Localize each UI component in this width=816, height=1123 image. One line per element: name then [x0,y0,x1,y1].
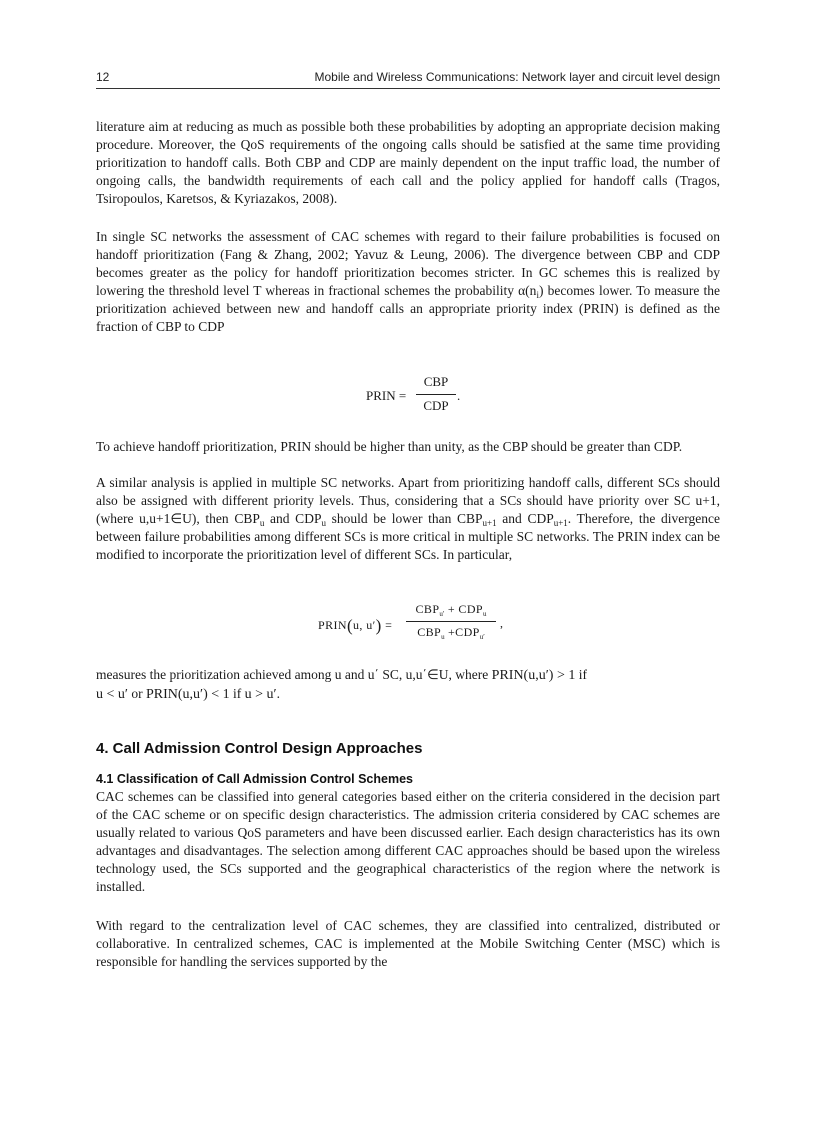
paragraph-single-sc [96,228,720,336]
function-name: PRIN [318,618,347,632]
inline-math: u < u′ [96,687,128,702]
section-heading: 4. Call Admission Control Design Approaches [96,740,423,757]
subscript-text: u [479,633,484,641]
subscript-text: u [439,610,443,618]
equation-numerator [406,602,496,617]
paragraph-text: With regard to the centralization level of CAC schemes, they are classified into centralized, distributed or collaborative. In centralized schemes, CAC is implemented at the Mobile Switching Center (MSC) which is responsible for handling the services supported by the [96,918,720,969]
subsection-heading: 4.1 Classification of Call Admission Control Schemes [96,772,413,786]
term: +CDP [444,625,480,639]
paragraph-text: . Therefore, the divergence between failure probabilities among different SCs is more critical in multiple SC networks. The PRIN index can be modified to incorporate the prioritization level of different SCs. In particular, [96,511,720,562]
subscript [480,633,485,641]
paren-open: ( [346,616,354,635]
paragraph-text: In single SC networks the assessment of CAC schemes with regard to their failure probabilities is focused on handoff prioritization (Fang & Zhang, 2002; Yavuz & Leung, 2006). The divergence between CBP and CDP becomes greater as the policy for handoff prioritization becomes stricter. In GC schemes this is realized by lowering the threshold level T whereas in fractional schemes the probability α(n [96,229,720,298]
equation-lhs: PRIN = [366,388,407,403]
paragraph-text: should be lower than CBP [325,511,483,526]
subscript: u+1 [482,518,497,528]
paragraph-text: . [276,686,280,701]
paragraph-handoff-prioritization [96,438,720,456]
subscript: u [482,610,487,618]
paragraph-text: ) becomes lower. To measure the prioritization achieved between new and handoff calls an appropriate priority index (PRIN) is defined as the fraction of CBP to CDP [96,283,720,334]
paragraph-prin-measure [96,666,720,704]
paragraph-text: or [127,686,146,701]
paragraph-text: To achieve handoff prioritization, PRIN should be higher than unity, as the CBP should be greater than CDP. [96,439,683,454]
inline-math: u > u′ [244,687,277,702]
equals-sign: = [381,618,393,632]
paragraph-text: if [229,686,245,701]
equation-denominator: CDP [423,398,449,413]
prime: ′ [483,633,485,641]
term: + CDP [444,602,483,616]
paragraph-text: and CDP [496,511,554,526]
paragraph-text: measures the prioritization achieved among u and u΄ SC, u,u΄∈U, where [96,667,492,682]
subscript: u [259,518,265,528]
equation-lhs [318,616,392,636]
paragraph-centralization [96,917,720,971]
subscript: u [441,633,445,641]
running-title: Mobile and Wireless Communications: Network layer and circuit level design [314,70,720,84]
paragraph-text: literature aim at reducing as much as possible both these probabilities by adopting an appropriate decision making procedure. Moreover, the QoS requirements of the ongoing calls should be satisfied at the same time providing prioritization to handoff calls. Both CBP and CDP are mainly dependent on the input traffic load, the number of ongoing calls, the bandwidth requirements of each call and the policy applied for handoff calls (Tragos, Tsiropoulos, Karetsos, & Kyriazakos, 2008). [96,119,720,206]
subscript: u [321,518,326,528]
paragraph-multiple-sc [96,474,720,564]
equation-punctuation: . [457,388,461,403]
paragraph-text: A similar analysis is applied in multiple SC networks. Apart from prioritizing handoff calls, different SCs should also be assigned with different priority levels. Thus, considering that a SCs should have priority over SC u+1, (where u,u+1∈U), then CBP [96,475,720,526]
subscript: u+1 [553,518,568,528]
equation-denominator [406,625,496,640]
paragraph-failure-probabilities [96,118,720,208]
subscript: i [536,290,539,300]
paragraph-text: CAC schemes can be classified into general categories based either on the criteria considered in the decision part of the CAC scheme or on specific design characteristics. The admission criteria considered by CAC schemes are usually related to various QoS parameters and have been discussed earlier. Each design characteristics has its own advantages and disadvantages. The selection among different CAC approaches should be based upon the wireless technology used, the SCs supported and the geographical characteristics of the region where the network is installed. [96,789,720,894]
inline-math: PRIN(u,u′) < 1 [145,687,230,702]
paragraph-text: if [575,667,587,682]
term: CBP [415,602,440,616]
paren-close: ) [375,616,382,635]
term: CBP [417,625,442,639]
paragraph-classification [96,788,720,896]
inline-math: PRIN(u,u′) > 1 [491,668,576,683]
header-rule [96,88,720,89]
fraction-bar [406,621,496,622]
paragraph-text: and CDP [264,511,322,526]
equation-numerator: CBP [423,374,449,389]
equation-punctuation: , [500,616,504,630]
function-args: u, u′ [353,618,376,632]
fraction-bar [416,394,456,395]
page-number: 12 [96,70,110,84]
prime: ′ [442,610,445,618]
